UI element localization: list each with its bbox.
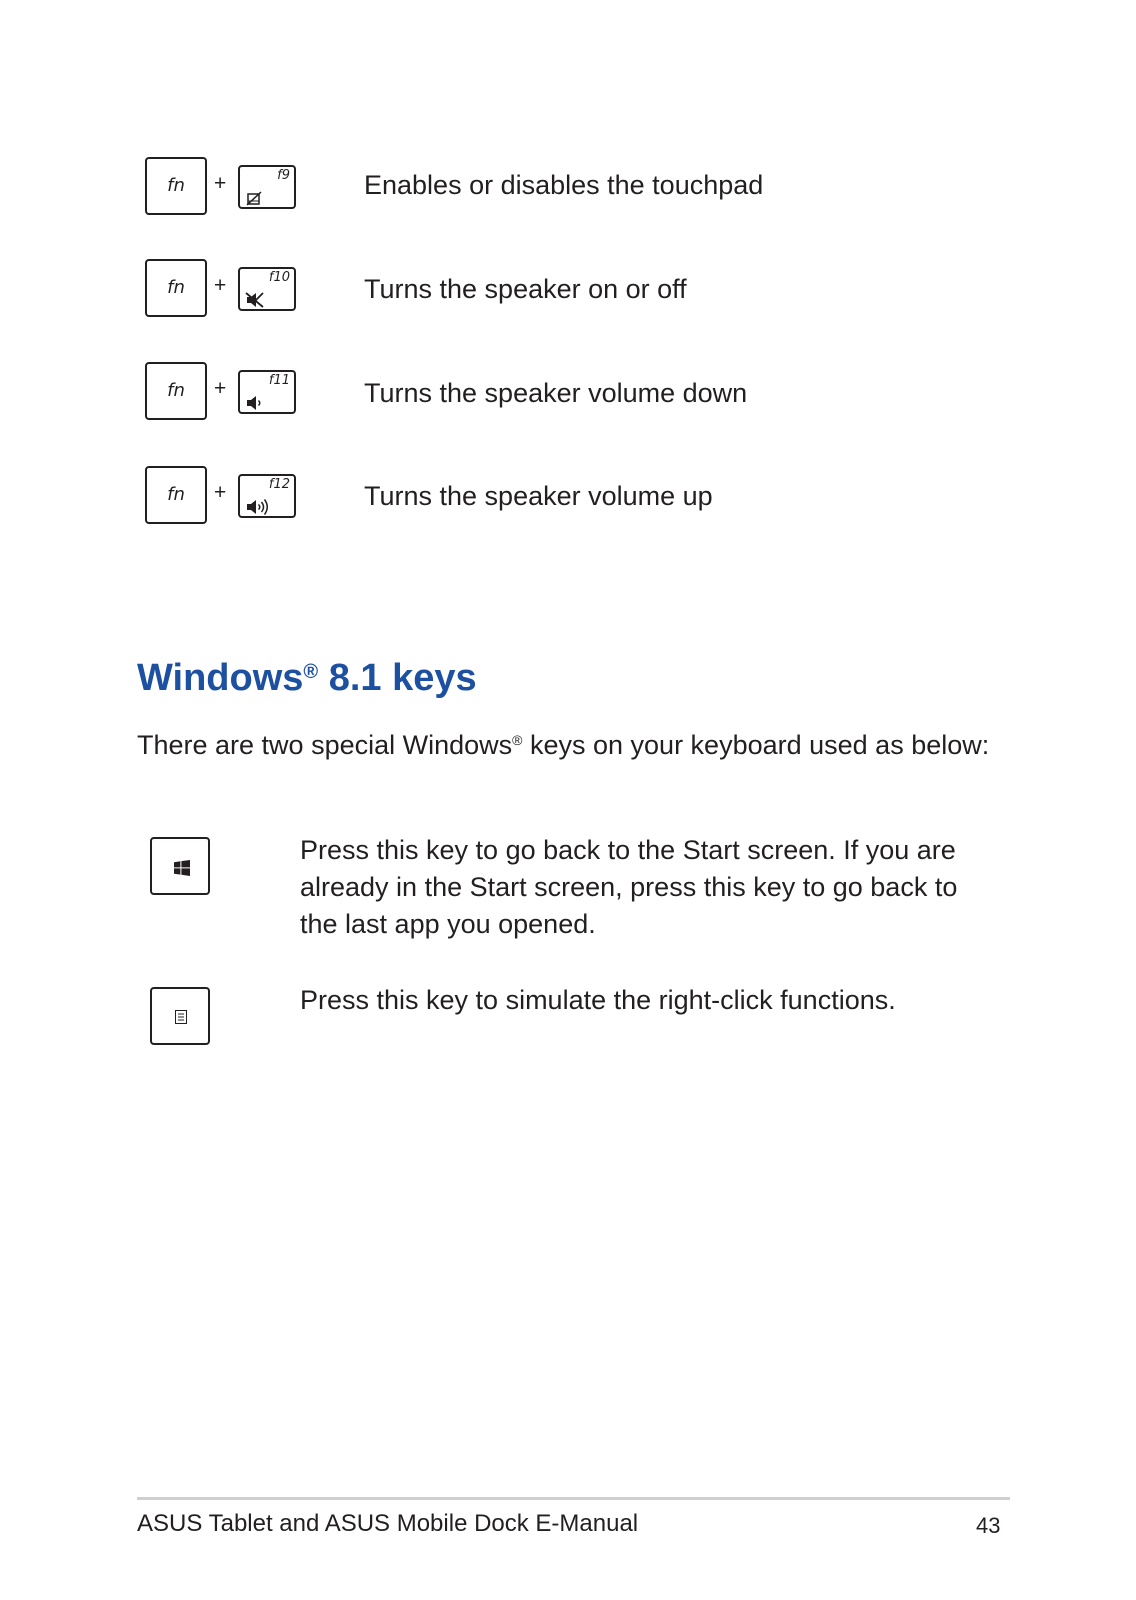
windows-key bbox=[150, 837, 210, 895]
windows-key-description: Press this key to go back to the Start screen. If you are already in the Start screen, press this key to go back to the last app you opened. bbox=[300, 835, 958, 939]
fn-key-label: fn bbox=[167, 484, 185, 505]
menu-key-icon bbox=[175, 1010, 187, 1024]
f9-key bbox=[238, 165, 296, 209]
plus-sign: + bbox=[214, 274, 227, 297]
plus-sign: + bbox=[214, 172, 227, 195]
fn-key-label: fn bbox=[167, 277, 185, 298]
fn-key-label: fn bbox=[167, 380, 185, 401]
touchpad-icon bbox=[245, 189, 265, 207]
menu-key-description: Press this key to simulate the right-click functions. bbox=[300, 985, 896, 1015]
f11-key bbox=[238, 370, 296, 414]
registered-mark: ® bbox=[512, 732, 523, 748]
f10-key-label: f10 bbox=[268, 270, 290, 285]
f10-key bbox=[238, 267, 296, 311]
f12-key bbox=[238, 474, 296, 518]
volume-down-icon bbox=[245, 394, 265, 412]
section-intro: There are two special Windows® keys on your keyboard used as below: bbox=[137, 730, 990, 760]
volume-up-icon bbox=[245, 498, 271, 516]
speaker-toggle-description: Turns the speaker on or off bbox=[364, 274, 687, 304]
fn-key bbox=[145, 466, 207, 524]
f9-key-label: f9 bbox=[277, 168, 290, 183]
volume-down-description: Turns the speaker volume down bbox=[364, 378, 748, 408]
plus-sign: + bbox=[214, 481, 227, 504]
plus-sign: + bbox=[214, 377, 227, 400]
menu-key bbox=[150, 987, 210, 1045]
f12-key-label: f12 bbox=[268, 477, 290, 492]
registered-mark: ® bbox=[303, 661, 319, 683]
fn-key bbox=[145, 157, 207, 215]
touchpad-toggle-description: Enables or disables the touchpad bbox=[364, 170, 764, 200]
volume-up-description: Turns the speaker volume up bbox=[364, 481, 713, 511]
f11-key-label: f11 bbox=[268, 373, 290, 388]
fn-key bbox=[145, 259, 207, 317]
footer-divider bbox=[137, 1497, 1010, 1500]
section-heading: Windows® 8.1 keys bbox=[137, 657, 477, 699]
page-number: 43 bbox=[976, 1513, 1001, 1538]
fn-key-label: fn bbox=[167, 175, 185, 196]
windows-logo-icon bbox=[174, 860, 190, 876]
fn-key bbox=[145, 362, 207, 420]
speaker-mute-icon bbox=[245, 291, 265, 309]
footer-title: ASUS Tablet and ASUS Mobile Dock E-Manual bbox=[137, 1510, 639, 1537]
